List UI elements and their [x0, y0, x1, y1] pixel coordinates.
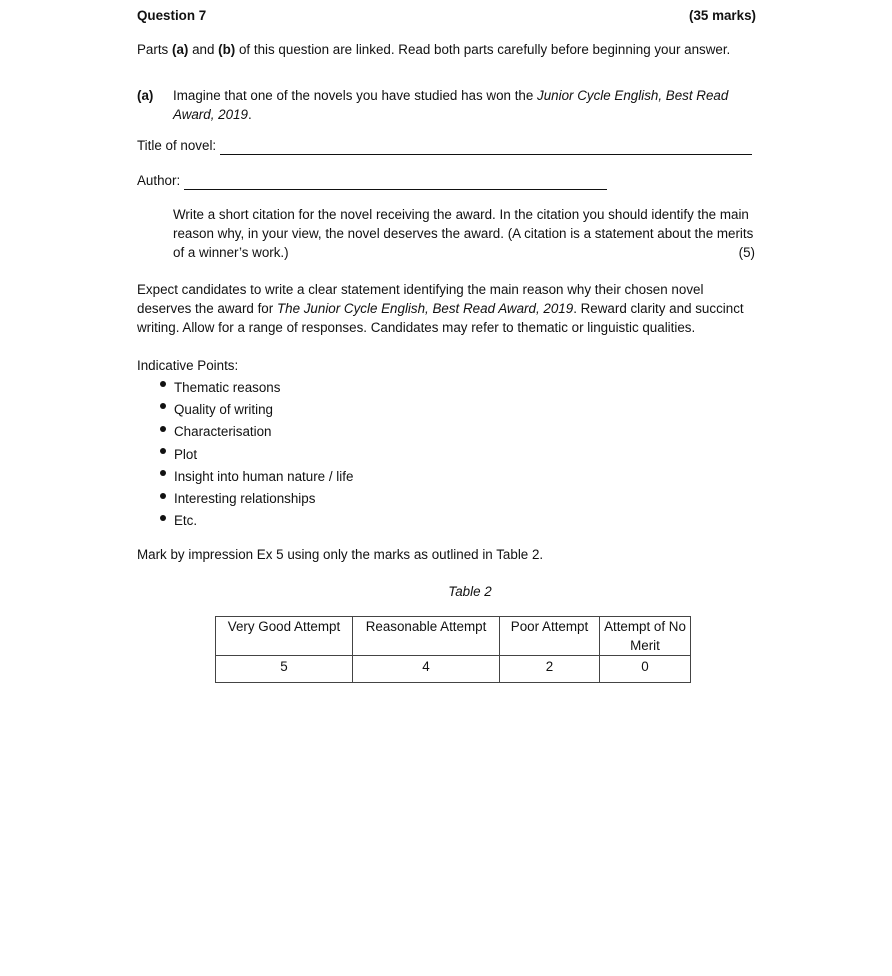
title-of-novel-field[interactable] [137, 136, 752, 155]
indicative-points-label: Indicative Points: [137, 358, 239, 373]
part-a-text-1: Imagine that one of the novels you have studied has won the [173, 88, 538, 103]
marking-note: Mark by impression Ex 5 using only the marks as outlined in Table 2. [137, 547, 544, 562]
list-item-text: Etc. [174, 513, 198, 529]
question-marks: (35 marks) [689, 8, 756, 23]
table-header: Attempt of No Merit [600, 617, 691, 656]
intro-text-1: Parts [137, 42, 172, 57]
intro-text-2: and [188, 42, 219, 57]
intro-paragraph [137, 40, 737, 59]
author-field[interactable] [137, 171, 607, 190]
list-item-text: Characterisation [174, 424, 272, 440]
list-item-text: Plot [174, 446, 198, 462]
table-cell: 5 [216, 656, 353, 683]
part-a-text [173, 86, 763, 124]
expect-text-2: . Reward clarity and succinct writing. Allow for a range of responses. Candidates may refer to thematic or linguistic qualities. [137, 301, 744, 335]
title-of-novel-line[interactable] [220, 140, 752, 155]
table-cell: 0 [600, 656, 691, 683]
bullet-icon [160, 515, 166, 521]
indicative-points-list [160, 376, 353, 532]
list-item [160, 398, 353, 420]
list-item [160, 443, 353, 465]
expect-text-1: Expect candidates to write a clear statement identifying the main reason why their chosen novel deserves the award for [137, 282, 704, 316]
citation-instruction [173, 205, 755, 262]
list-item [160, 421, 353, 443]
list-item-text: Thematic reasons [174, 379, 281, 395]
part-a-label: (a) [137, 88, 154, 103]
table-header-row [216, 617, 691, 656]
bullet-icon [160, 403, 166, 409]
author-label: Author: [137, 173, 181, 188]
marks-table [215, 616, 691, 683]
part-a-award: Junior Cycle English, Best Read Award, 2019 [173, 88, 729, 122]
table-header: Reasonable Attempt [353, 617, 500, 656]
intro-part-b: (b) [218, 42, 236, 57]
citation-marks: (5) [738, 245, 755, 260]
bullet-icon [160, 448, 166, 454]
table-cell: 4 [353, 656, 500, 683]
list-item-text: Interesting relationships [174, 491, 316, 507]
bullet-icon [160, 426, 166, 432]
list-item [160, 510, 353, 532]
title-of-novel-label: Title of novel: [137, 138, 217, 153]
bullet-icon [160, 470, 166, 476]
list-item [160, 487, 353, 509]
part-a-text-2: . [247, 107, 252, 122]
list-item-text: Insight into human nature / life [174, 468, 354, 484]
list-item-text: Quality of writing [174, 401, 273, 417]
table-caption: Table 2 [448, 584, 492, 599]
citation-text: Write a short citation for the novel receiving the award. In the citation you should identify the main reason why, in your view, the novel deserves the award. (A citation is a statement about the merits of a winner’s work.) [173, 207, 754, 260]
question-title: Question 7 [137, 8, 207, 23]
table-row [216, 656, 691, 683]
expect-award: The Junior Cycle English, Best Read Award, 2019 [276, 301, 574, 316]
table-header: Poor Attempt [500, 617, 600, 656]
bullet-icon [160, 493, 166, 499]
intro-part-a: (a) [171, 42, 189, 57]
expectation-paragraph [137, 280, 752, 337]
intro-text-3: of this question are linked. Read both parts carefully before beginning your answer. [235, 42, 731, 57]
table-header: Very Good Attempt [216, 617, 353, 656]
author-line[interactable] [184, 175, 607, 190]
table-cell: 2 [500, 656, 600, 683]
list-item [160, 465, 353, 487]
bullet-icon [160, 381, 166, 387]
list-item [160, 376, 353, 398]
